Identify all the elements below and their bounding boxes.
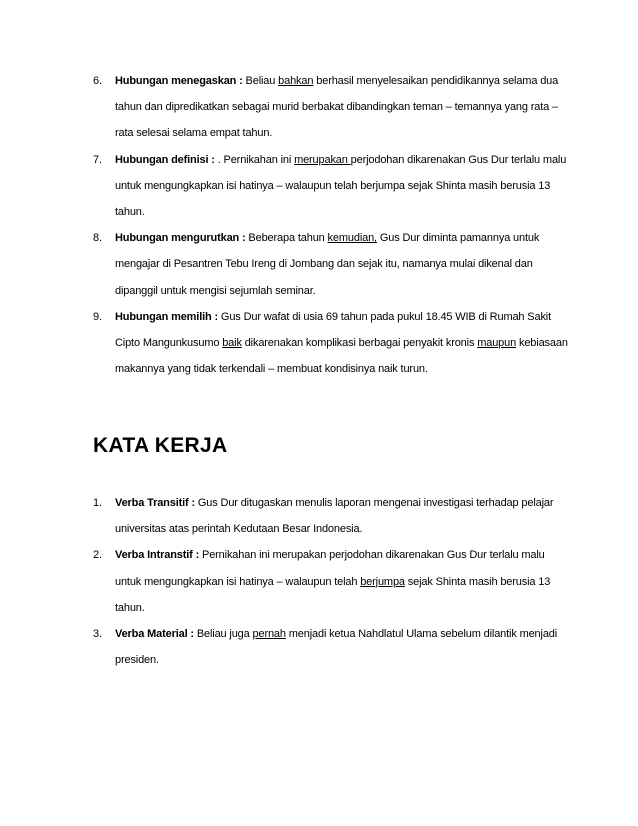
item-underlined-word: merupakan — [294, 153, 351, 166]
item-label: Hubungan mengurutkan : — [115, 232, 246, 245]
item-underlined-word: baik — [222, 337, 242, 350]
list-item — [93, 304, 573, 383]
item-label: Hubungan menegaskan : — [115, 75, 243, 87]
item-number: 6. — [93, 75, 102, 87]
item-number: 8. — [93, 232, 102, 245]
item-underlined-word: berjumpa — [360, 575, 405, 588]
item-text: Beberapa tahun — [245, 232, 328, 245]
item-number: 2. — [93, 549, 102, 562]
item-underlined-word: kemudian, — [327, 232, 377, 245]
item-text: Pernikahan ini merupakan perjodohan dikarenakan Gus Dur terlalu malu untuk mengungkapkan isi hatinya – walaupun telah — [115, 549, 545, 588]
item-text: . Pernikahan ini — [214, 153, 295, 166]
list-item — [93, 147, 573, 226]
item-text: dikarenakan komplikasi berbagai penyakit kronis — [241, 337, 478, 350]
item-text: Gus Dur diminta pamannya untuk mengajar di Pesantren Tebu Ireng di Jombang dan sejak itu, namanya mulai dikenal dan dipanggil untuk mengisi sejumlah seminar. — [115, 232, 540, 297]
item-label: Hubungan memilih : — [115, 310, 219, 323]
item-number: 3. — [93, 628, 102, 641]
item-text: sejak Shinta masih berusia 13 tahun. — [115, 575, 551, 614]
list-item — [93, 621, 573, 673]
list-item — [93, 542, 573, 621]
list-item — [93, 225, 573, 304]
list-item — [93, 68, 573, 147]
item-underlined-word: maupun — [477, 337, 517, 350]
item-text: Gus Dur wafat di usia 69 tahun pada pukul 18.45 WIB di Rumah Sakit Cipto Mangunkusumo — [115, 310, 552, 350]
item-text: perjodohan dikarenakan Gus Dur terlalu malu untuk mengungkapkan isi hatinya – walaupun telah berjumpa sejak Shinta masih berusia 13 tahun. — [115, 153, 567, 219]
item-label: Hubungan definisi : — [115, 153, 215, 166]
conjunction-list — [93, 68, 573, 382]
item-underlined-word: bahkan — [278, 75, 314, 87]
item-number: 9. — [93, 310, 102, 323]
item-text: Beliau juga — [193, 628, 253, 641]
item-text: Gus Dur ditugaskan menulis laporan mengenai investigasi terhadap pelajar universitas atas perintah Kedutaan Besar Indonesia. — [115, 497, 554, 536]
section-heading: KATA KERJA — [93, 434, 228, 457]
item-text: berhasil menyelesaikan pendidikannya selama dua tahun dan dipredikatkan sebagai murid berbakat dibandingkan teman – temannya yang rata – rata selesai selama empat tahun. — [115, 75, 559, 140]
item-text: kebiasaan makannya yang tidak terkendali – membuat kondisinya naik turun. — [115, 337, 568, 376]
item-underlined-word: pernah — [252, 628, 286, 641]
item-label: Verba Material : — [115, 628, 194, 641]
list-item — [93, 490, 573, 542]
item-text: menjadi ketua Nahdlatul Ulama sebelum dilantik menjadi presiden. — [115, 628, 558, 667]
item-label: Verba Intranstif : — [115, 549, 200, 562]
item-text: Beliau — [242, 75, 279, 87]
item-label: Verba Transitif : — [115, 497, 195, 509]
item-number: 7. — [93, 153, 102, 166]
verb-list — [93, 490, 573, 673]
item-number: 1. — [93, 497, 102, 509]
